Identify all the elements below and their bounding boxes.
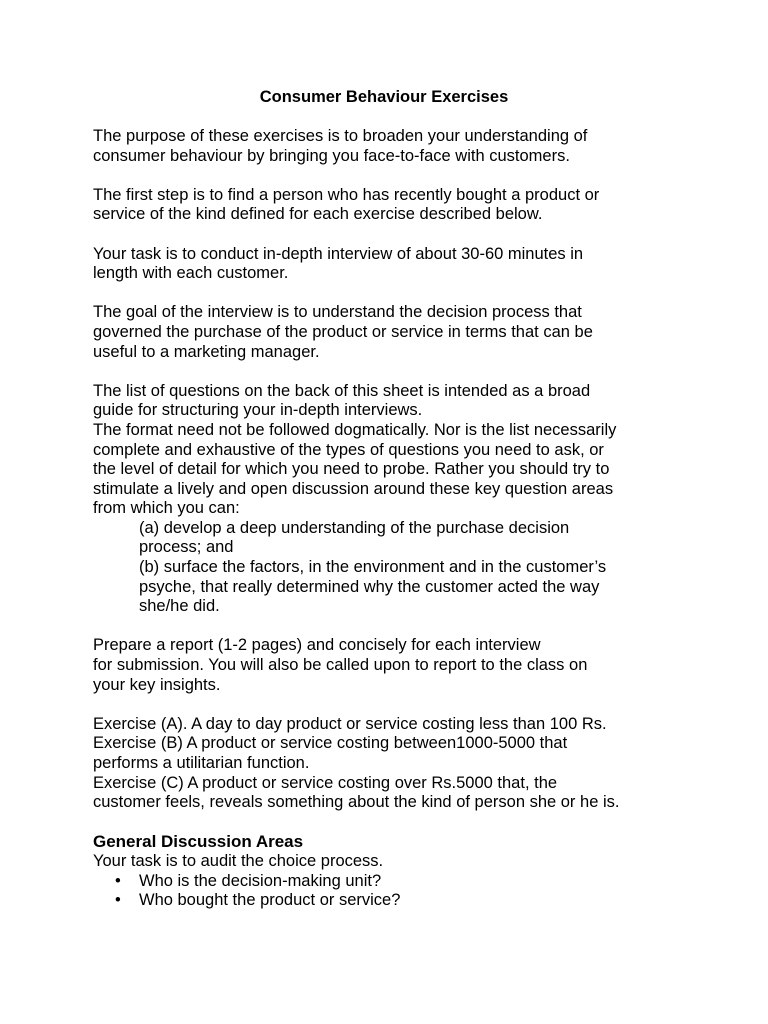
text-line: (b) surface the factors, in the environment and in the customer’s [139, 558, 607, 577]
section-intro: Your task is to audit the choice process. [93, 851, 384, 870]
text-line: governed the purchase of the product or service in terms that can be [93, 322, 593, 341]
text-line: from which you can: [93, 499, 240, 518]
indented-goals [93, 519, 733, 617]
paragraph-gap [93, 284, 733, 304]
bullet-icon: • [115, 891, 121, 910]
section-heading: General Discussion Areas [93, 832, 304, 852]
list-item [93, 872, 733, 892]
paragraph-task [93, 245, 733, 284]
text-line: she/he did. [139, 597, 220, 616]
text-line: The goal of the interview is to understand the decision process that [93, 303, 582, 322]
list-item-text: Who is the decision-making unit? [139, 871, 382, 890]
paragraph-goal [93, 303, 733, 362]
document-title: Consumer Behaviour Exercises [259, 88, 509, 106]
text-line: process; and [139, 538, 234, 557]
text-line: Your task is to conduct in-depth interview of about 30-60 minutes in [93, 244, 584, 263]
paragraph-exercises [93, 715, 733, 813]
paragraph-gap [93, 362, 733, 382]
text-line: Prepare a report (1-2 pages) and concisely for each interview [93, 636, 541, 655]
text-line: complete and exhaustive of the types of questions you need to ask, or [93, 440, 604, 459]
paragraph-questions [93, 382, 733, 617]
text-line: guide for structuring your in-depth interviews. [93, 401, 423, 420]
text-line: for submission. You will also be called upon to report to the class on [93, 656, 588, 675]
list-item [93, 891, 733, 911]
text-line: Exercise (A). A day to day product or service costing less than 100 Rs. [93, 714, 607, 733]
text-line: the level of detail for which you need to probe. Rather you should try to [93, 460, 610, 479]
text-line: psyche, that really determined why the customer acted the way [139, 577, 600, 596]
text-line: The list of questions on the back of this sheet is intended as a broad [93, 381, 591, 400]
paragraph-report [93, 636, 733, 695]
paragraph-gap [93, 813, 733, 833]
text-line: Exercise (C) A product or service costing over Rs.5000 that, the [93, 773, 558, 792]
document-body [93, 127, 733, 911]
paragraph-gap [93, 166, 733, 186]
text-line: useful to a marketing manager. [93, 342, 320, 361]
text-line: Exercise (B) A product or service costing between1000-5000 that [93, 734, 568, 753]
bullet-list [93, 872, 733, 911]
text-line: service of the kind defined for each exercise described below. [93, 205, 543, 224]
paragraph-gap [93, 225, 733, 245]
paragraph-gap [93, 617, 733, 637]
paragraph-first-step [93, 186, 733, 225]
text-line: The first step is to find a person who has recently bought a product or [93, 185, 600, 204]
bullet-icon: • [115, 871, 121, 890]
text-line: customer feels, reveals something about the kind of person she or he is. [93, 793, 620, 812]
paragraph-purpose [93, 127, 733, 166]
text-line: length with each customer. [93, 264, 289, 283]
paragraph-gap [93, 695, 733, 715]
text-line: (a) develop a deep understanding of the purchase decision [139, 518, 570, 537]
text-line: consumer behaviour by bringing you face-to-face with customers. [93, 146, 570, 165]
list-item-text: Who bought the product or service? [139, 891, 401, 910]
section-general-discussion [93, 832, 733, 910]
text-line: your key insights. [93, 675, 221, 694]
text-line: stimulate a lively and open discussion around these key question areas [93, 479, 614, 498]
text-line: performs a utilitarian function. [93, 754, 310, 772]
text-line: The purpose of these exercises is to broaden your understanding of [93, 127, 588, 145]
text-line: The format need not be followed dogmatically. Nor is the list necessarily [93, 420, 617, 439]
